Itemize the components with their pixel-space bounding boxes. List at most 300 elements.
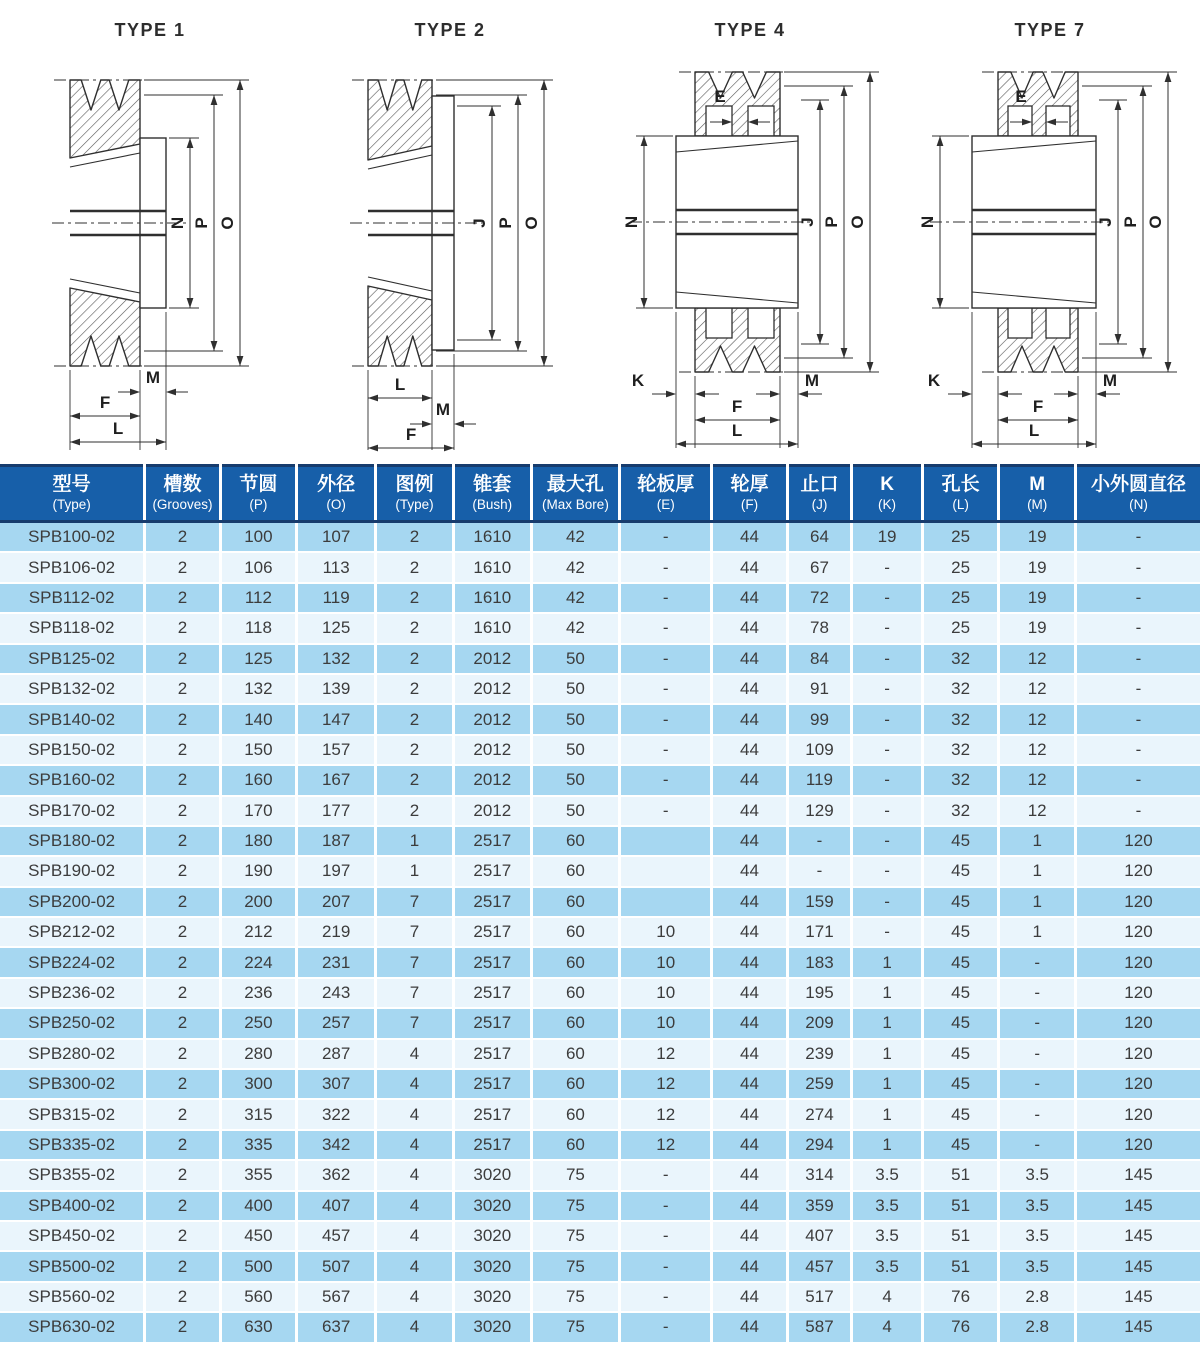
table-cell: 2 <box>145 1099 220 1129</box>
table-cell: - <box>852 644 923 674</box>
dim-label: M <box>145 368 161 387</box>
header-cell: K (K) <box>852 466 923 522</box>
table-cell: 145 <box>1075 1221 1200 1251</box>
table-cell: SPB190-02 <box>0 856 145 886</box>
table-cell: 147 <box>297 704 376 734</box>
table-cell: 32 <box>922 765 999 795</box>
table-cell: SPB140-02 <box>0 704 145 734</box>
table-cell: 2 <box>376 552 454 582</box>
dim-label: F <box>405 425 417 444</box>
header-cell: 型号 (Type) <box>0 466 145 522</box>
table-cell: 45 <box>922 1099 999 1129</box>
table-cell: 287 <box>297 1039 376 1069</box>
table-cell: - <box>852 917 923 947</box>
table-cell: 109 <box>787 735 852 765</box>
table-cell: 3020 <box>453 1312 531 1342</box>
table-cell: - <box>620 644 712 674</box>
table-cell: 145 <box>1075 1160 1200 1190</box>
table-cell: 75 <box>531 1160 620 1190</box>
diagram-type-2 <box>300 0 600 464</box>
dim-label: M <box>1102 371 1118 390</box>
dim-label: F <box>731 397 743 416</box>
table-cell: 207 <box>297 887 376 917</box>
table-cell: 44 <box>712 1251 787 1281</box>
dim-label: P <box>1121 216 1140 228</box>
table-cell: 12 <box>999 704 1076 734</box>
table-cell: 119 <box>297 583 376 613</box>
table-cell: 25 <box>922 552 999 582</box>
table-cell: 2 <box>145 826 220 856</box>
table-cell: 51 <box>922 1160 999 1190</box>
table-cell: SPB180-02 <box>0 826 145 856</box>
table-cell: - <box>620 613 712 643</box>
table-cell: 359 <box>787 1191 852 1221</box>
table-cell: - <box>620 1282 712 1312</box>
header-cell: 轮板厚 (E) <box>620 466 712 522</box>
table-cell: 1610 <box>453 522 531 553</box>
table-cell: 177 <box>297 796 376 826</box>
table-cell: 335 <box>220 1130 297 1160</box>
table-cell: 120 <box>1075 887 1200 917</box>
table-cell: 1 <box>999 826 1076 856</box>
table-row <box>0 1130 1200 1160</box>
table-cell: 567 <box>297 1282 376 1312</box>
table-cell: 1610 <box>453 583 531 613</box>
table-row <box>0 613 1200 643</box>
dim-label: M <box>804 371 820 390</box>
header-cell: 小外圆直径 (N) <box>1075 466 1200 522</box>
table-cell: SPB250-02 <box>0 1008 145 1038</box>
table-cell: 2 <box>145 1039 220 1069</box>
table-cell: 44 <box>712 826 787 856</box>
table-cell: 19 <box>999 613 1076 643</box>
table-cell: 2 <box>145 887 220 917</box>
table-cell: SPB280-02 <box>0 1039 145 1069</box>
table-cell: 42 <box>531 552 620 582</box>
table-cell: 145 <box>1075 1191 1200 1221</box>
table-cell: 112 <box>220 583 297 613</box>
table-cell: SPB212-02 <box>0 917 145 947</box>
table-cell: - <box>852 674 923 704</box>
table-cell: 231 <box>297 947 376 977</box>
table-cell: - <box>620 735 712 765</box>
table-cell: 60 <box>531 978 620 1008</box>
table-cell: 457 <box>297 1221 376 1251</box>
table-row <box>0 765 1200 795</box>
table-cell: 2 <box>376 704 454 734</box>
header-cell: 最大孔 (Max Bore) <box>531 466 620 522</box>
table-cell: 2 <box>145 1191 220 1221</box>
table-cell: 45 <box>922 1039 999 1069</box>
table-cell: - <box>787 826 852 856</box>
table-cell: 1 <box>852 1069 923 1099</box>
table-cell: 307 <box>297 1069 376 1099</box>
table-cell: - <box>620 1191 712 1221</box>
diagram-type-4 <box>600 0 900 464</box>
table-cell: 44 <box>712 552 787 582</box>
table-cell: 45 <box>922 1069 999 1099</box>
table-cell: - <box>852 856 923 886</box>
table-cell: 507 <box>297 1251 376 1281</box>
table-cell: 44 <box>712 1130 787 1160</box>
table-cell: 2 <box>376 735 454 765</box>
table-cell: 145 <box>1075 1282 1200 1312</box>
diagram-type-1 <box>0 0 300 464</box>
table-cell: SPB150-02 <box>0 735 145 765</box>
table-cell: SPB236-02 <box>0 978 145 1008</box>
table-cell: 2 <box>376 644 454 674</box>
table-cell: 2 <box>145 1069 220 1099</box>
table-cell: 4 <box>376 1130 454 1160</box>
table-cell: - <box>620 583 712 613</box>
table-cell: 195 <box>787 978 852 1008</box>
table-row <box>0 1251 1200 1281</box>
table-cell: 50 <box>531 644 620 674</box>
table-cell: 2012 <box>453 644 531 674</box>
table-cell: 7 <box>376 1008 454 1038</box>
table-cell: - <box>1075 613 1200 643</box>
table-cell: - <box>852 613 923 643</box>
table-cell: - <box>620 704 712 734</box>
table-cell: 1610 <box>453 552 531 582</box>
table-cell: 75 <box>531 1221 620 1251</box>
table-cell: - <box>1075 674 1200 704</box>
table-cell: 4 <box>852 1312 923 1342</box>
table-cell: 32 <box>922 644 999 674</box>
table-cell: 2517 <box>453 1008 531 1038</box>
table-cell: 560 <box>220 1282 297 1312</box>
spec-table <box>0 464 1200 1344</box>
table-cell: 44 <box>712 765 787 795</box>
dim-label: L <box>731 421 743 440</box>
table-cell: 44 <box>712 1039 787 1069</box>
table-cell: SPB400-02 <box>0 1191 145 1221</box>
dim-label: J <box>798 217 817 227</box>
table-cell: 4 <box>376 1099 454 1129</box>
table-cell: 120 <box>1075 1008 1200 1038</box>
table-cell: 44 <box>712 674 787 704</box>
table-row <box>0 947 1200 977</box>
table-cell: 50 <box>531 735 620 765</box>
table-cell: 12 <box>999 765 1076 795</box>
table-cell: 362 <box>297 1160 376 1190</box>
table-cell: 637 <box>297 1312 376 1342</box>
table-cell: 1 <box>376 826 454 856</box>
dim-label: N <box>168 216 187 230</box>
table-cell: 106 <box>220 552 297 582</box>
table-cell: 44 <box>712 583 787 613</box>
table-cell: 219 <box>297 917 376 947</box>
table-cell: 132 <box>297 644 376 674</box>
table-cell: 2012 <box>453 765 531 795</box>
table-cell: 2 <box>145 765 220 795</box>
table-cell: SPB335-02 <box>0 1130 145 1160</box>
table-cell: - <box>620 552 712 582</box>
table-cell: 25 <box>922 583 999 613</box>
table-cell: 400 <box>220 1191 297 1221</box>
table-cell: - <box>620 1251 712 1281</box>
table-cell: 1610 <box>453 613 531 643</box>
table-cell: - <box>1075 583 1200 613</box>
table-cell: 2 <box>145 704 220 734</box>
table-cell: 4 <box>376 1221 454 1251</box>
table-cell: 44 <box>712 856 787 886</box>
header-cell: M (M) <box>999 466 1076 522</box>
table-cell: 2.8 <box>999 1282 1076 1312</box>
table-cell: - <box>999 1099 1076 1129</box>
dim-label: O <box>218 216 237 230</box>
table-cell: 200 <box>220 887 297 917</box>
table-cell: 44 <box>712 735 787 765</box>
table-cell: SPB300-02 <box>0 1069 145 1099</box>
table-cell: - <box>620 1221 712 1251</box>
table-cell: 3.5 <box>999 1160 1076 1190</box>
table-row <box>0 978 1200 1008</box>
table-cell: 2517 <box>453 917 531 947</box>
table-cell: 2517 <box>453 947 531 977</box>
table-cell: 45 <box>922 978 999 1008</box>
table-cell: 44 <box>712 613 787 643</box>
table-cell: 118 <box>220 613 297 643</box>
table-cell <box>620 826 712 856</box>
table-cell: 120 <box>1075 1039 1200 1069</box>
table-cell: 60 <box>531 1039 620 1069</box>
table-cell: 44 <box>712 796 787 826</box>
table-cell: 197 <box>297 856 376 886</box>
table-cell: 12 <box>999 644 1076 674</box>
table-cell: 407 <box>297 1191 376 1221</box>
table-cell: 44 <box>712 1191 787 1221</box>
table-cell: 132 <box>220 674 297 704</box>
dim-label: P <box>192 217 211 229</box>
table-cell: 2.8 <box>999 1312 1076 1342</box>
table-cell: 500 <box>220 1251 297 1281</box>
table-cell: 7 <box>376 917 454 947</box>
table-cell: 119 <box>787 765 852 795</box>
table-cell: 7 <box>376 947 454 977</box>
table-cell: 42 <box>531 613 620 643</box>
diagram-title: TYPE 2 <box>414 20 486 40</box>
table-cell: 32 <box>922 796 999 826</box>
table-cell: 129 <box>787 796 852 826</box>
table-cell: 91 <box>787 674 852 704</box>
table-cell: SPB132-02 <box>0 674 145 704</box>
table-cell: - <box>999 1069 1076 1099</box>
table-cell: 10 <box>620 1008 712 1038</box>
table-cell: 2012 <box>453 704 531 734</box>
table-cell: 450 <box>220 1221 297 1251</box>
table-cell: - <box>852 887 923 917</box>
table-cell: 25 <box>922 522 999 553</box>
table-cell: 2 <box>145 796 220 826</box>
table-cell: 2517 <box>453 978 531 1008</box>
dim-label: L <box>112 419 124 438</box>
table-cell: 125 <box>297 613 376 643</box>
table-cell: 12 <box>999 735 1076 765</box>
table-cell <box>620 887 712 917</box>
table-cell: 2012 <box>453 735 531 765</box>
table-cell: 2012 <box>453 674 531 704</box>
table-cell: 107 <box>297 522 376 553</box>
table-cell: - <box>620 1312 712 1342</box>
header-cell: 图例 (Type) <box>376 466 454 522</box>
table-cell: - <box>620 522 712 553</box>
table-cell: - <box>1075 644 1200 674</box>
table-cell: 7 <box>376 978 454 1008</box>
table-cell: SPB160-02 <box>0 765 145 795</box>
table-cell: 60 <box>531 856 620 886</box>
diagram-title: TYPE 7 <box>1014 20 1086 40</box>
table-cell: 2 <box>145 1282 220 1312</box>
table-cell: 50 <box>531 765 620 795</box>
table-cell: 2 <box>145 674 220 704</box>
table-row <box>0 1312 1200 1342</box>
table-cell <box>620 856 712 886</box>
table-cell: 1 <box>999 887 1076 917</box>
table-cell: 25 <box>922 613 999 643</box>
table-cell: 2 <box>145 1221 220 1251</box>
dim-label: K <box>927 371 941 390</box>
table-cell: 44 <box>712 917 787 947</box>
table-cell: 2517 <box>453 1069 531 1099</box>
table-cell: - <box>999 978 1076 1008</box>
table-cell: 3020 <box>453 1221 531 1251</box>
table-cell: 45 <box>922 1008 999 1038</box>
table-cell: 407 <box>787 1221 852 1251</box>
table-row <box>0 1069 1200 1099</box>
table-cell: SPB200-02 <box>0 887 145 917</box>
table-cell: 60 <box>531 887 620 917</box>
table-cell: SPB106-02 <box>0 552 145 582</box>
header-cell: 槽数 (Grooves) <box>145 466 220 522</box>
table-cell: 12 <box>999 674 1076 704</box>
table-cell: 239 <box>787 1039 852 1069</box>
dim-label: N <box>918 215 937 229</box>
table-cell: 12 <box>620 1039 712 1069</box>
table-cell: - <box>852 735 923 765</box>
table-cell: 44 <box>712 887 787 917</box>
table-row <box>0 1099 1200 1129</box>
table-cell: 212 <box>220 917 297 947</box>
table-cell: 10 <box>620 917 712 947</box>
table-cell: - <box>999 947 1076 977</box>
table-row <box>0 796 1200 826</box>
table-cell: 44 <box>712 522 787 553</box>
table-cell: 50 <box>531 796 620 826</box>
table-cell: 1 <box>999 917 1076 947</box>
table-cell: SPB112-02 <box>0 583 145 613</box>
table-cell: 4 <box>376 1039 454 1069</box>
table-cell: 84 <box>787 644 852 674</box>
table-cell: - <box>1075 522 1200 553</box>
table-cell: 2 <box>376 674 454 704</box>
table-cell: 3020 <box>453 1251 531 1281</box>
table-cell: 145 <box>1075 1251 1200 1281</box>
table-cell: 44 <box>712 1008 787 1038</box>
table-cell: 51 <box>922 1191 999 1221</box>
table-cell: 2517 <box>453 887 531 917</box>
table-cell: 19 <box>999 552 1076 582</box>
table-cell: 2012 <box>453 796 531 826</box>
table-cell: 76 <box>922 1282 999 1312</box>
table-cell: 51 <box>922 1251 999 1281</box>
table-cell: 315 <box>220 1099 297 1129</box>
pulley-cross-section-type7 <box>900 0 1200 464</box>
table-cell: 12 <box>999 796 1076 826</box>
table-row <box>0 735 1200 765</box>
table-cell: 75 <box>531 1312 620 1342</box>
dim-label: E <box>714 87 726 106</box>
table-cell: 75 <box>531 1191 620 1221</box>
table-cell: SPB450-02 <box>0 1221 145 1251</box>
table-cell: 630 <box>220 1312 297 1342</box>
table-cell: 183 <box>787 947 852 977</box>
table-cell: - <box>852 704 923 734</box>
table-cell: 3.5 <box>852 1251 923 1281</box>
table-cell: - <box>1075 735 1200 765</box>
table-cell: 100 <box>220 522 297 553</box>
table-cell: - <box>1075 704 1200 734</box>
table-row <box>0 1221 1200 1251</box>
table-cell: 224 <box>220 947 297 977</box>
table-cell: 44 <box>712 1282 787 1312</box>
table-cell: 2517 <box>453 856 531 886</box>
table-cell: 4 <box>376 1251 454 1281</box>
table-cell: 2 <box>376 522 454 553</box>
table-cell: 50 <box>531 704 620 734</box>
table-cell: 180 <box>220 826 297 856</box>
table-cell: 60 <box>531 1008 620 1038</box>
table-cell: 280 <box>220 1039 297 1069</box>
table-cell: 517 <box>787 1282 852 1312</box>
table-cell: 3020 <box>453 1282 531 1312</box>
table-cell: 1 <box>852 978 923 1008</box>
table-cell: 60 <box>531 1130 620 1160</box>
table-cell: 45 <box>922 856 999 886</box>
table-row <box>0 674 1200 704</box>
table-cell: 4 <box>852 1282 923 1312</box>
dim-label: L <box>394 375 406 394</box>
table-cell: 300 <box>220 1069 297 1099</box>
table-cell: 44 <box>712 1069 787 1099</box>
table-cell: 120 <box>1075 1069 1200 1099</box>
table-cell: 2 <box>145 1130 220 1160</box>
table-cell: 45 <box>922 947 999 977</box>
table-cell: 1 <box>852 1008 923 1038</box>
table-cell: 587 <box>787 1312 852 1342</box>
table-row <box>0 1191 1200 1221</box>
table-cell: 120 <box>1075 1099 1200 1129</box>
table-row <box>0 826 1200 856</box>
table-cell: SPB560-02 <box>0 1282 145 1312</box>
table-cell: 1 <box>852 1130 923 1160</box>
table-cell: 2 <box>376 583 454 613</box>
table-cell: 167 <box>297 765 376 795</box>
table-cell: 3.5 <box>999 1191 1076 1221</box>
table-cell: 355 <box>220 1160 297 1190</box>
table-cell: 139 <box>297 674 376 704</box>
table-row <box>0 1008 1200 1038</box>
table-cell: 209 <box>787 1008 852 1038</box>
table-cell: 236 <box>220 978 297 1008</box>
table-cell: 44 <box>712 947 787 977</box>
dim-label: O <box>848 215 867 229</box>
table-cell: 51 <box>922 1221 999 1251</box>
table-cell: 78 <box>787 613 852 643</box>
table-cell: - <box>1075 796 1200 826</box>
table-cell: - <box>999 1039 1076 1069</box>
table-row <box>0 583 1200 613</box>
